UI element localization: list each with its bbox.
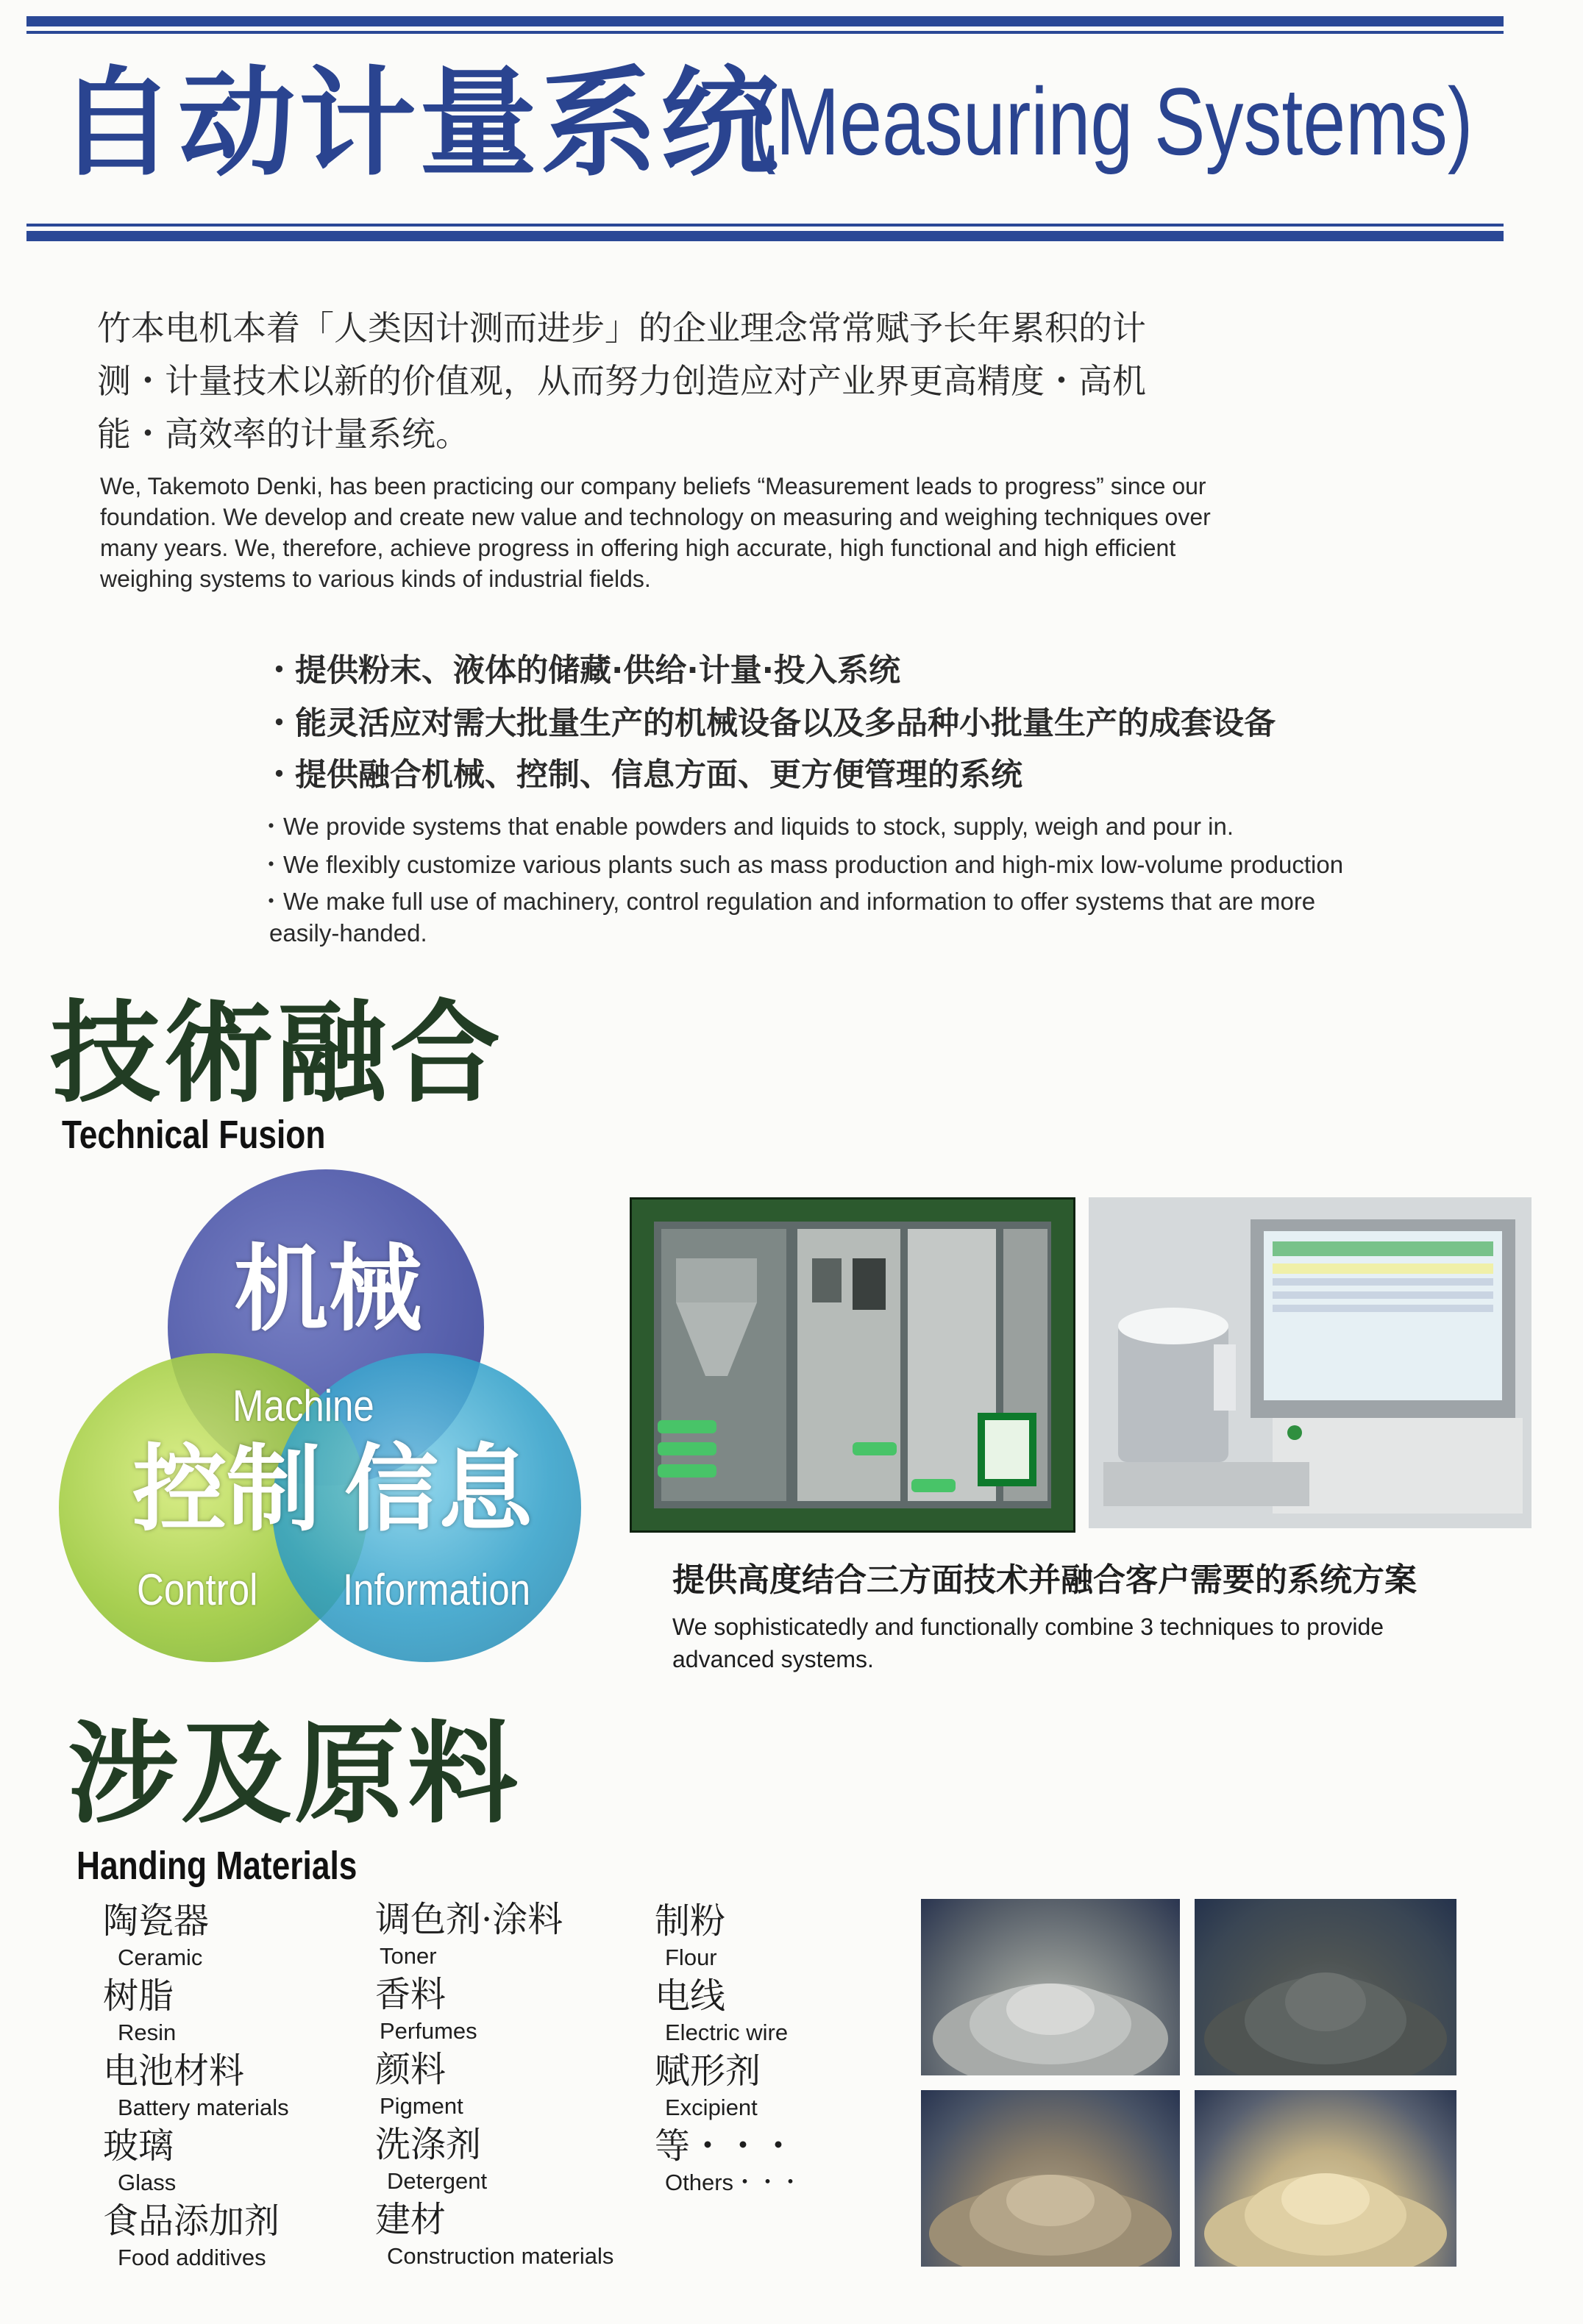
header-top-rule bbox=[26, 16, 1504, 26]
feature-zh-1: ・提供粉末、液体的储藏·供给·计量·投入系统 bbox=[263, 652, 901, 689]
info-label-zh: 信息 bbox=[344, 1435, 533, 1544]
material-zh: 建材 bbox=[375, 2199, 447, 2240]
material-zh: 调色剂·涂料 bbox=[375, 1899, 563, 1940]
control-panel-photo bbox=[630, 1197, 1075, 1533]
feature-zh-3: ・提供融合机械、控制、信息方面、更方便管理的系统 bbox=[263, 757, 1022, 794]
material-en: Perfumes bbox=[380, 2018, 477, 2044]
material-en: Ceramic bbox=[118, 1945, 203, 1970]
material-zh: 洗涤剂 bbox=[375, 2124, 482, 2165]
material-photo-cream-granules bbox=[1195, 2090, 1456, 2267]
machine-label-zh: 机械 bbox=[234, 1235, 423, 1344]
feature-en-4: easily-handed. bbox=[269, 919, 427, 947]
material-zh: 颜料 bbox=[375, 2049, 447, 2090]
material-en: Food additives bbox=[118, 2245, 266, 2270]
material-en: Others・・・ bbox=[665, 2170, 803, 2195]
material-en: Pigment bbox=[380, 2093, 463, 2119]
dark-powder-pile bbox=[1195, 1899, 1456, 2075]
material-en: Construction materials bbox=[387, 2243, 614, 2269]
material-zh: 玻璃 bbox=[103, 2125, 174, 2167]
weighing-terminal-illustration bbox=[1089, 1197, 1532, 1528]
material-en: Resin bbox=[118, 2020, 177, 2045]
material-zh: 电池材料 bbox=[103, 2050, 245, 2092]
material-zh: 树脂 bbox=[103, 1975, 174, 2017]
material-en: Glass bbox=[118, 2170, 177, 2195]
intro-en-line-4: weighing systems to various kinds of industrial fields. bbox=[100, 566, 651, 592]
control-label-en: Control bbox=[137, 1565, 258, 1614]
page-title-zh: 自动计量系统 bbox=[57, 54, 782, 192]
material-en: Flour bbox=[665, 1945, 717, 1970]
material-photo-dark-powder bbox=[1195, 1899, 1456, 2075]
material-zh: 电线 bbox=[655, 1975, 726, 2017]
fusion-venn-diagram bbox=[44, 1162, 603, 1677]
header-bottom-rule-thin bbox=[26, 224, 1504, 227]
material-photo-brown-granules bbox=[921, 2090, 1180, 2267]
feature-en-1: ・We provide systems that enable powders and liquids to stock, supply, weigh and pour in. bbox=[259, 813, 1234, 840]
material-zh: 赋形剂 bbox=[655, 2050, 761, 2092]
material-zh: 制粉 bbox=[655, 1900, 726, 1942]
info-label-en: Information bbox=[343, 1565, 531, 1614]
material-zh: 等・・・ bbox=[655, 2125, 797, 2167]
control-panel-illustration bbox=[632, 1200, 1073, 1530]
feature-en-2: ・We flexibly customize various plants such as mass production and high-mix low-volume production bbox=[259, 851, 1344, 878]
gray-granules-pile bbox=[921, 1899, 1180, 2075]
fusion-caption-en-1: We sophisticatedly and functionally combine 3 techniques to provide bbox=[672, 1614, 1384, 1640]
material-photo-gray-granules bbox=[921, 1899, 1180, 2075]
feature-en-3: ・We make full use of machinery, control regulation and information to offer systems that are more bbox=[259, 888, 1316, 915]
materials-heading-zh: 涉及原料 bbox=[68, 1711, 522, 1839]
material-en: Electric wire bbox=[665, 2020, 789, 2045]
intro-en-line-1: We, Takemoto Denki, has been practicing our company beliefs “Measurement leads to progress” since our bbox=[100, 473, 1206, 499]
material-en: Excipient bbox=[665, 2095, 758, 2120]
weighing-terminal-photo bbox=[1089, 1197, 1532, 1528]
material-zh: 食品添加剂 bbox=[103, 2200, 280, 2242]
fusion-caption-en-2: advanced systems. bbox=[672, 1646, 874, 1672]
control-label-zh: 控制 bbox=[132, 1435, 321, 1544]
page-title-en: (Measuring Systems) bbox=[750, 68, 1473, 175]
material-zh: 陶瓷器 bbox=[103, 1900, 210, 1942]
materials-heading-en: Handing Materials bbox=[77, 1844, 357, 1888]
fusion-heading-en: Technical Fusion bbox=[62, 1113, 326, 1157]
fusion-caption-zh: 提供高度结合三方面技术并融合客户需要的系统方案 bbox=[672, 1561, 1417, 1599]
material-en: Toner bbox=[380, 1943, 437, 1969]
material-en: Battery materials bbox=[118, 2095, 289, 2120]
machine-label-en: Machine bbox=[232, 1381, 374, 1430]
intro-zh-line-2: 测・计量技术以新的价值观，从而努力创造应对产业界更高精度・高机 bbox=[97, 361, 1146, 401]
cream-granules-pile bbox=[1195, 2090, 1456, 2267]
material-en: Detergent bbox=[387, 2168, 488, 2194]
intro-zh-line-1: 竹本电机本着「人类因计测而进步」的企业理念常常赋予长年累积的计 bbox=[97, 308, 1146, 348]
intro-en-line-2: foundation. We develop and create new value and technology on measuring and weighing techniques over bbox=[100, 504, 1211, 530]
header-top-rule-thin bbox=[26, 31, 1504, 34]
fusion-heading-zh: 技術融合 bbox=[50, 990, 504, 1118]
material-zh: 香料 bbox=[375, 1974, 447, 2015]
brown-granules-pile bbox=[921, 2090, 1180, 2267]
intro-zh-line-3: 能・高效率的计量系统。 bbox=[97, 414, 469, 454]
feature-zh-2: ・能灵活应对需大批量生产的机械设备以及多品种小批量生产的成套设备 bbox=[263, 705, 1276, 742]
intro-en-line-3: many years. We, therefore, achieve progress in offering high accurate, high functional and high efficient bbox=[100, 535, 1176, 561]
header-bottom-rule bbox=[26, 231, 1504, 241]
